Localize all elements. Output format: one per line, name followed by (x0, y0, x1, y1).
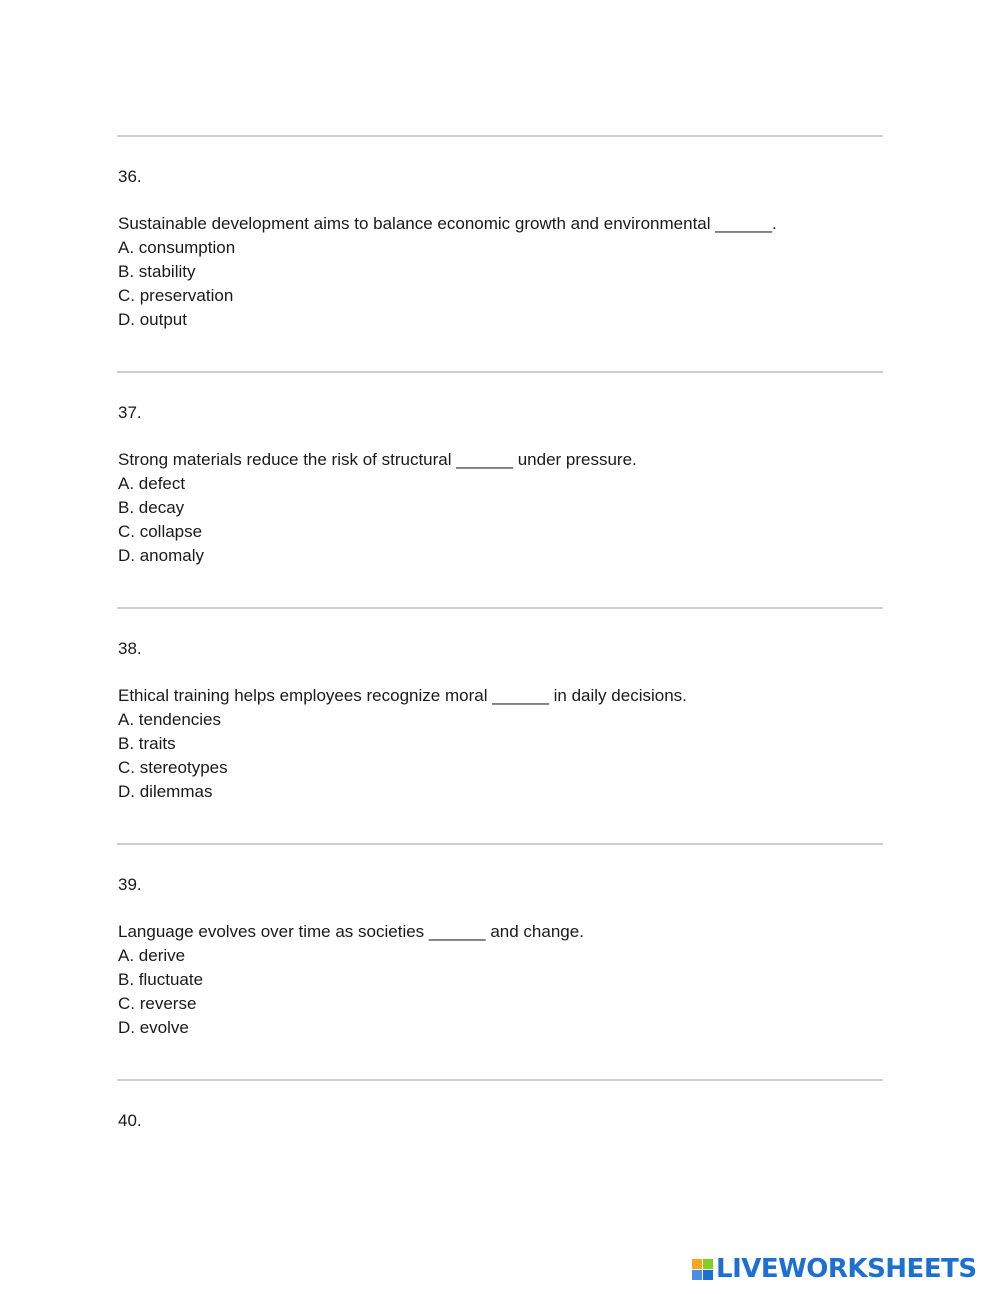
question-number: 39. (118, 875, 142, 894)
logo-square-blue (692, 1270, 702, 1280)
liveworksheets-logo[interactable] (692, 1254, 977, 1284)
answer-option[interactable]: C. stereotypes (118, 758, 228, 777)
answer-option[interactable]: D. anomaly (118, 546, 204, 565)
logo-text: LIVEWORKSHEETS (716, 1254, 977, 1284)
answer-option[interactable]: A. defect (118, 474, 186, 493)
logo-square-darkblue (703, 1270, 713, 1280)
liveworksheets-logo-icon (692, 1259, 713, 1280)
answer-options (118, 236, 235, 332)
question-divider (117, 135, 883, 137)
answer-option[interactable]: A. derive (118, 946, 186, 965)
question-number: 37. (118, 403, 142, 422)
question-text: Strong materials reduce the risk of structural ______ under pressure. (118, 450, 637, 469)
question-divider (117, 371, 883, 373)
logo-square-orange (692, 1259, 702, 1269)
answer-option[interactable]: C. reverse (118, 994, 197, 1013)
question-number: 40. (118, 1111, 142, 1130)
answer-option[interactable]: C. collapse (118, 522, 203, 541)
answer-option[interactable]: B. fluctuate (118, 970, 204, 989)
answer-option[interactable]: A. consumption (118, 238, 236, 257)
question-number: 38. (118, 639, 142, 658)
question-number: 36. (118, 167, 142, 186)
answer-options (118, 708, 228, 804)
answer-options (118, 472, 204, 568)
question-text: Language evolves over time as societies ______ and change. (118, 922, 584, 941)
answer-option[interactable]: D. evolve (118, 1018, 189, 1037)
answer-option[interactable]: C. preservation (118, 286, 234, 305)
answer-option[interactable]: B. traits (118, 734, 176, 753)
answer-option[interactable]: A. tendencies (118, 710, 222, 729)
logo-square-green (703, 1259, 713, 1269)
question-text: Ethical training helps employees recognize moral ______ in daily decisions. (118, 686, 687, 705)
answer-options (118, 944, 203, 1040)
question-divider (117, 1079, 883, 1081)
question-divider (117, 843, 883, 845)
answer-option[interactable]: D. output (118, 310, 187, 329)
answer-option[interactable]: B. decay (118, 498, 185, 517)
question-text: Sustainable development aims to balance economic growth and environmental ______. (118, 214, 777, 233)
question-divider (117, 607, 883, 609)
answer-option[interactable]: D. dilemmas (118, 782, 213, 801)
answer-option[interactable]: B. stability (118, 262, 196, 281)
